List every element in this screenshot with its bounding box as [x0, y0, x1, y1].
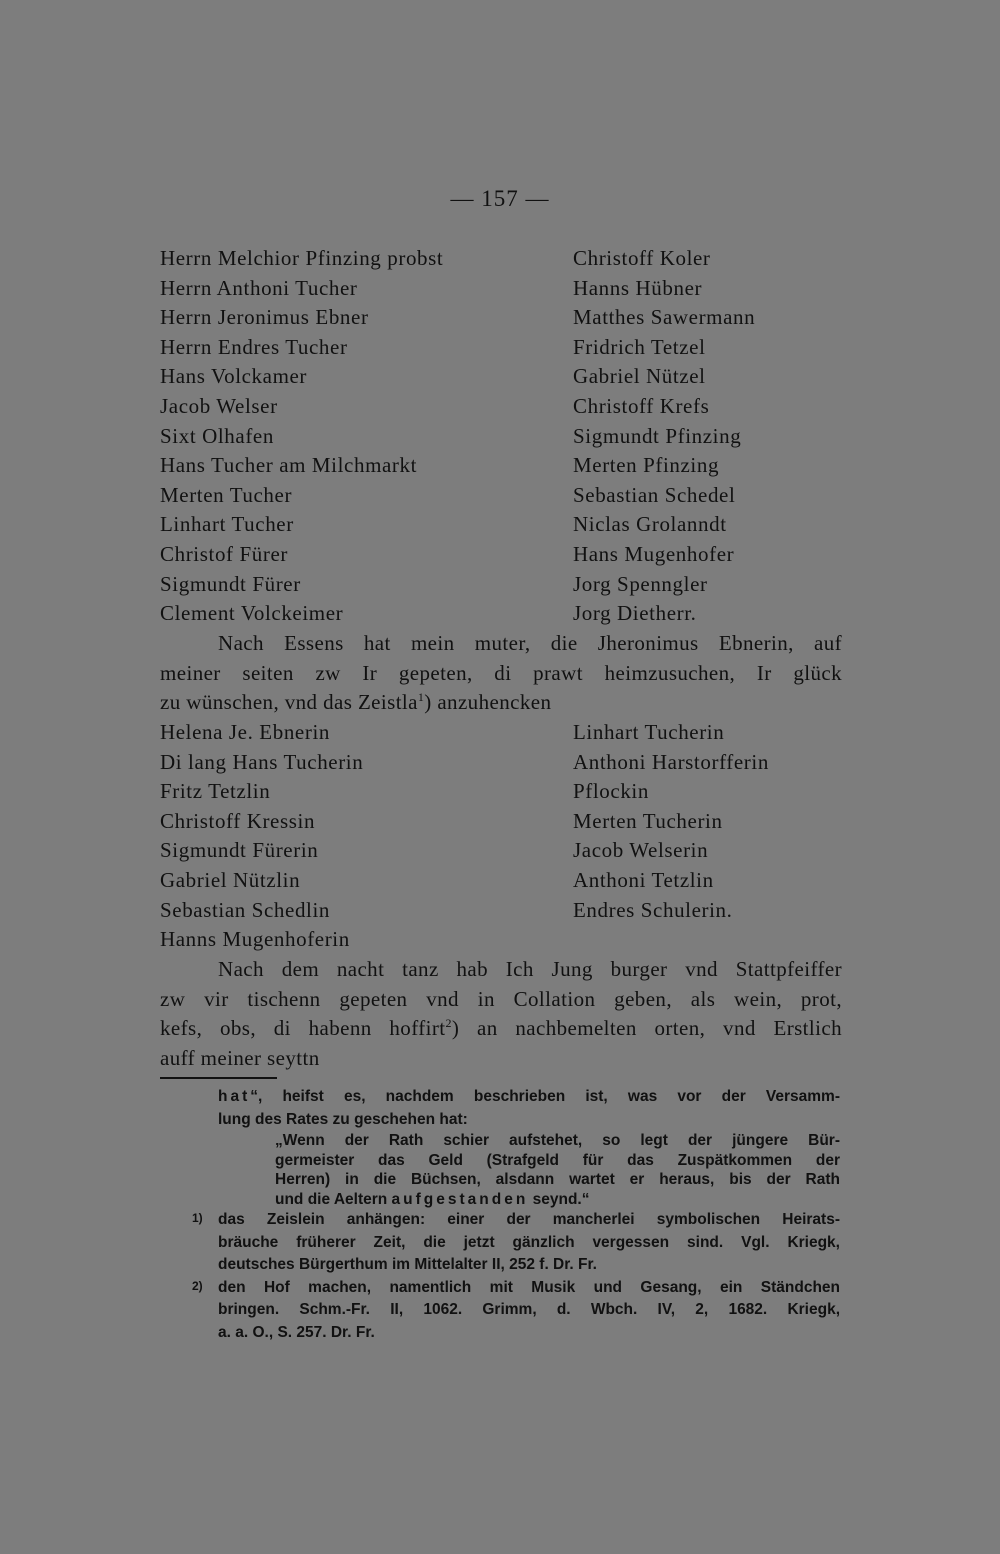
footnote-line: deutsches Bürgerthum im Mittelalter II, 252 f. Dr. Fr.: [218, 1256, 597, 1273]
name-row: [160, 303, 850, 333]
spaced-word: hat: [218, 1088, 251, 1105]
name-row: [160, 244, 850, 274]
name-left: Helena Je. Ebnerin: [160, 720, 330, 744]
name-right: Pflockin: [573, 779, 649, 804]
text-line: [160, 688, 842, 718]
name-right: Hans Mugenhofer: [573, 541, 735, 566]
name-row: [160, 718, 850, 748]
name-right: Anthoni Tetzlin: [573, 867, 714, 892]
name-left: Fritz Tetzlin: [160, 779, 271, 804]
name-left: Jacob Welser: [160, 393, 278, 418]
name-right: Jorg Dietherr.: [573, 601, 697, 626]
footnote-line: a. a. O., S. 257. Dr. Fr.: [218, 1323, 375, 1341]
name-row: [160, 599, 850, 629]
name-right: Linhart Tucherin: [573, 720, 725, 744]
name-row: [160, 777, 850, 807]
name-row: [160, 807, 850, 837]
footnote-1: [192, 1209, 840, 1277]
name-left: Gabriel Nützlin: [160, 867, 301, 892]
name-right: Christoff Koler: [573, 246, 711, 270]
name-row: [160, 422, 850, 452]
guest-list-women: [160, 718, 850, 955]
name-right: Jacob Welserin: [573, 838, 709, 863]
text-line: meiner seiten zw Ir gepeten, di prawt heimzusuchen, Ir glück: [160, 660, 842, 685]
name-row: [160, 896, 850, 926]
paragraph-nacht-tanz: [160, 955, 842, 1073]
name-right: Sigmundt Pfinzing: [573, 423, 742, 448]
name-right: Anthoni Harstorfferin: [573, 749, 769, 774]
name-right: Gabriel Nützel: [573, 364, 706, 389]
name-right: Merten Tucherin: [573, 808, 723, 833]
name-left: Christoff Kressin: [160, 808, 316, 833]
text-line: [160, 1014, 842, 1044]
name-left: Herrn Melchior Pfinzing probst: [160, 246, 444, 270]
footnote-line: den Hof machen, namentlich mit Musik und Gesang, ein Ständchen: [218, 1278, 840, 1296]
name-left: Sebastian Schedlin: [160, 897, 331, 922]
name-left: Hans Tucher am Milchmarkt: [160, 453, 418, 478]
text-fragment: ) an nachbemelten orten, vnd Erstlich: [451, 1016, 843, 1041]
footnotes: [192, 1086, 840, 1344]
name-left: Sigmundt Fürer: [160, 571, 301, 596]
name-right: Christoff Krefs: [573, 393, 710, 418]
name-row: [160, 925, 850, 955]
text-line: Nach dem nacht tanz hab Ich Jung burger vnd Stattpfeiffer: [218, 957, 842, 981]
name-row: [160, 866, 850, 896]
name-row: [160, 481, 850, 511]
text-fragment: zu wünschen, vnd das Zeistla: [160, 690, 418, 715]
footnote-ref: 1: [417, 690, 425, 705]
name-left: Herrn Endres Tucher: [160, 334, 348, 359]
text-fragment: und die Aeltern: [275, 1190, 392, 1208]
footnote-continuation-line: lung des Rates zu geschehen hat:: [218, 1110, 468, 1128]
name-right: Hanns Hübner: [573, 275, 703, 300]
name-row: [160, 510, 850, 540]
footnote-continuation-line: [218, 1086, 840, 1109]
text-fragment: “, heifst es, nachdem beschrieben ist, was vor der Versamm-: [250, 1088, 840, 1105]
name-right: Sebastian Schedel: [573, 482, 736, 507]
name-row: [160, 392, 850, 422]
name-left: Sixt Olhafen: [160, 423, 274, 448]
spaced-word: aufgestanden: [391, 1190, 529, 1208]
footnote-marker: 2): [192, 1278, 203, 1293]
quote-line: „Wenn der Rath schier aufstehet, so legt der jüngere Bür-: [275, 1132, 840, 1149]
name-left: Clement Volckeimer: [160, 601, 344, 626]
name-right: [573, 925, 850, 955]
footnote-line: bringen. Schm.-Fr. II, 1062. Grimm, d. Wbch. IV, 2, 1682. Kriegk,: [218, 1301, 840, 1318]
name-row: [160, 836, 850, 866]
name-right: Matthes Sawermann: [573, 305, 756, 330]
quote-line: [275, 1190, 840, 1210]
footnote-2: [192, 1277, 840, 1345]
footnote-ref: 2: [445, 1016, 452, 1031]
text-line: zw vir tischenn gepeten vnd in Collation geben, als wein, prot,: [160, 986, 842, 1011]
name-row: [160, 570, 850, 600]
text-fragment: kefs, obs, di habenn hoffirt: [160, 1016, 446, 1041]
text-line: Nach Essens hat mein muter, die Jheronimus Ebnerin, auf: [218, 631, 842, 655]
name-left: Linhart Tucher: [160, 512, 294, 537]
quote-line: Herren) in die Büchsen, alsdann wartet er heraus, bis der Rath: [275, 1171, 840, 1188]
footnote-separator: [160, 1077, 277, 1079]
text-line: auff meiner seyttn: [160, 1045, 320, 1070]
footnote-line: das Zeislein anhängen: einer der mancherlei symbolischen Heirats-: [218, 1211, 840, 1228]
name-left: Merten Tucher: [160, 482, 293, 507]
name-left: Hanns Mugenhoferin: [160, 927, 350, 952]
name-left: Christof Fürer: [160, 541, 288, 566]
footnote-quote: [218, 1131, 840, 1209]
text-fragment: ) anzuhencken: [424, 690, 552, 715]
name-row: [160, 362, 850, 392]
name-left: Hans Volckamer: [160, 364, 308, 389]
name-row: [160, 274, 850, 304]
name-left: Herrn Jeronimus Ebner: [160, 305, 369, 330]
name-left: Di lang Hans Tucherin: [160, 749, 364, 774]
footnote-line: bräuche früherer Zeit, die jetzt gänzlich vergessen sind. Vgl. Kriegk,: [218, 1233, 840, 1251]
name-right: Jorg Spenngler: [573, 571, 708, 596]
name-row: [160, 333, 850, 363]
name-row: [160, 540, 850, 570]
name-right: Merten Pfinzing: [573, 453, 720, 478]
quote-line: germeister das Geld (Strafgeld für das Zuspätkommen der: [275, 1151, 840, 1169]
guest-list-men: [160, 244, 850, 629]
paragraph-essens: [160, 629, 842, 718]
name-row: [160, 748, 850, 778]
name-right: Niclas Grolanndt: [573, 512, 727, 537]
text-fragment: seynd.“: [528, 1190, 590, 1208]
name-left: Herrn Anthoni Tucher: [160, 275, 358, 300]
name-left: Sigmundt Fürerin: [160, 838, 319, 863]
name-right: Fridrich Tetzel: [573, 334, 706, 359]
page-number: — 157 —: [450, 186, 550, 211]
name-right: Endres Schulerin.: [573, 897, 733, 922]
name-row: [160, 451, 850, 481]
footnote-marker: 1): [192, 1211, 203, 1225]
